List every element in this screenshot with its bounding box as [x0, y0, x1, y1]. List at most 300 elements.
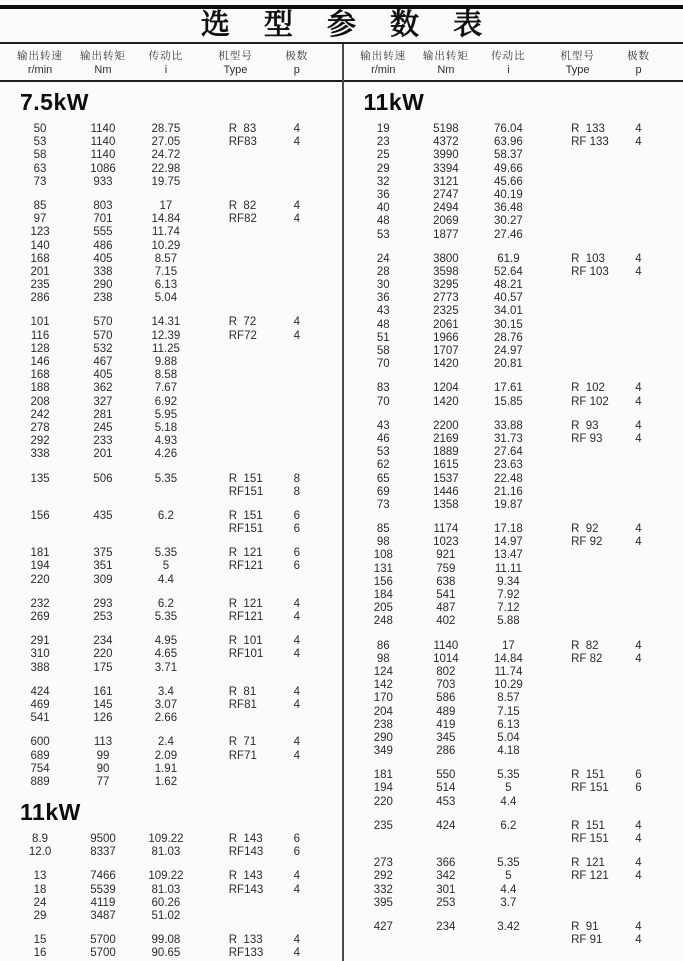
- table-row: [344, 420, 683, 433]
- table-row: [344, 459, 683, 472]
- output-speed-cell: 181: [30, 547, 50, 560]
- table-row: [0, 422, 342, 435]
- table-row: [344, 719, 683, 732]
- output-torque-cell: 489: [436, 705, 456, 718]
- output-speed-cell: 62: [376, 459, 390, 472]
- poles-cell: 4: [635, 857, 642, 870]
- output-speed-cell: 24: [376, 252, 390, 265]
- type-cell: [196, 422, 276, 435]
- ratio-cell: 4.65: [154, 648, 178, 661]
- ratio-cell: 7.15: [497, 705, 520, 718]
- poles-cell: 4: [293, 736, 300, 749]
- output-speed-cell: 349: [373, 745, 393, 758]
- table-row: [0, 776, 342, 789]
- output-speed-cell: 168: [30, 369, 50, 382]
- type-cell: RF133: [228, 947, 264, 960]
- poles-cell: 4: [293, 213, 300, 226]
- output-torque-cell: 351: [93, 560, 113, 573]
- poles-cell: [275, 253, 318, 266]
- output-speed-cell: 142: [373, 679, 393, 692]
- type-cell: [538, 732, 617, 745]
- poles-cell: [617, 292, 660, 305]
- type-cell: [538, 719, 617, 732]
- output-torque-cell: 1140: [90, 123, 116, 135]
- ratio-cell: 99.08: [151, 934, 181, 947]
- column-label: 传动比: [491, 50, 526, 62]
- table-row: [0, 884, 342, 897]
- type-cell: [196, 382, 276, 395]
- poles-cell: [617, 615, 660, 628]
- type-cell: [196, 435, 276, 448]
- output-speed-cell: 46: [376, 432, 390, 445]
- table-row: [344, 473, 683, 486]
- table-row: [344, 433, 683, 446]
- type-cell: [196, 240, 276, 253]
- column-unit: Nm: [437, 64, 455, 76]
- output-torque-cell: 405: [93, 252, 113, 265]
- output-speed-cell: 23: [376, 136, 390, 149]
- type-cell: [538, 473, 617, 486]
- output-torque-cell: 201: [93, 448, 113, 461]
- type-cell: R 143: [228, 833, 263, 846]
- poles-cell: 4: [635, 934, 642, 947]
- table-row: [0, 510, 342, 523]
- output-speed-cell: 30: [376, 279, 390, 292]
- poles-cell: [617, 706, 660, 719]
- ratio-cell: 3.42: [497, 920, 520, 933]
- column-label: 传动比: [148, 50, 184, 62]
- row-group: [344, 820, 683, 846]
- output-torque-cell: 1086: [90, 162, 116, 175]
- poles-cell: 4: [635, 252, 642, 265]
- table-row: [344, 229, 683, 242]
- row-group: [344, 253, 683, 372]
- output-torque-cell: 1420: [433, 395, 459, 408]
- poles-cell: [617, 679, 660, 692]
- table-row: [344, 870, 683, 883]
- output-speed-cell: 338: [30, 448, 50, 461]
- right-table-panel: [342, 44, 683, 961]
- output-torque-cell: 1174: [433, 523, 459, 536]
- output-torque-cell: 2747: [433, 188, 459, 201]
- output-speed-cell: 156: [373, 575, 393, 588]
- output-speed-cell: 70: [376, 395, 390, 408]
- page-title: 选 型 参 数 表: [200, 9, 496, 41]
- ratio-cell: 8.57: [497, 692, 520, 705]
- type-cell: [196, 356, 276, 369]
- poles-cell: 4: [293, 883, 300, 896]
- type-cell: RF143: [228, 846, 264, 859]
- type-cell: R 92: [571, 523, 599, 536]
- output-speed-cell: 13: [33, 870, 47, 883]
- type-cell: R 83: [228, 123, 257, 135]
- row-group: [0, 200, 342, 306]
- ratio-cell: 5.35: [497, 857, 520, 870]
- poles-cell: [275, 422, 318, 435]
- ratio-cell: 5.04: [497, 731, 520, 744]
- poles-cell: [275, 435, 318, 448]
- output-torque-cell: 342: [436, 870, 456, 883]
- ratio-cell: 14.97: [494, 536, 523, 549]
- output-speed-cell: 53: [376, 446, 390, 459]
- output-speed-cell: 194: [30, 560, 50, 573]
- output-speed-cell: 220: [373, 795, 393, 808]
- column-header-2: [136, 48, 196, 76]
- table-row: [344, 615, 683, 628]
- ratio-cell: 14.31: [151, 316, 181, 329]
- output-speed-cell: 205: [373, 602, 393, 615]
- poles-cell: [617, 589, 660, 602]
- poles-cell: 4: [635, 395, 642, 408]
- output-speed-cell: 541: [30, 712, 50, 725]
- type-cell: [538, 589, 617, 602]
- output-speed-cell: 135: [30, 472, 50, 485]
- table-row: [0, 763, 342, 776]
- type-cell: [538, 358, 617, 371]
- ratio-cell: 49.66: [494, 162, 523, 175]
- table-row: [344, 136, 683, 149]
- type-cell: [538, 745, 617, 758]
- type-cell: R 121: [228, 547, 263, 560]
- output-torque-cell: 1877: [433, 228, 459, 241]
- table-row: [0, 598, 342, 611]
- ratio-cell: 2.4: [157, 736, 174, 749]
- poles-cell: [275, 149, 318, 162]
- ratio-cell: 14.84: [494, 652, 523, 665]
- column-unit: p: [293, 64, 300, 76]
- poles-cell: 4: [293, 123, 300, 135]
- type-cell: [196, 369, 276, 382]
- row-group: [344, 857, 683, 910]
- output-speed-cell: 188: [30, 382, 50, 395]
- table-row: [0, 200, 342, 213]
- ratio-cell: 1.62: [154, 775, 178, 788]
- output-speed-cell: 36: [376, 292, 390, 305]
- poles-cell: [275, 662, 318, 675]
- poles-cell: 8: [293, 472, 300, 485]
- column-header-2: [479, 48, 538, 76]
- column-label: 极数: [627, 50, 650, 62]
- type-cell: [196, 292, 276, 305]
- poles-cell: 6: [293, 547, 300, 560]
- ratio-cell: 6.2: [157, 509, 174, 522]
- poles-cell: [617, 319, 660, 332]
- output-speed-cell: 48: [376, 318, 390, 331]
- output-torque-cell: 126: [93, 712, 113, 725]
- table-row: [344, 215, 683, 228]
- ratio-cell: 20.81: [494, 358, 523, 371]
- table-row: [0, 435, 342, 448]
- output-speed-cell: 83: [376, 382, 390, 395]
- table-row: [0, 149, 342, 162]
- table-row: [0, 947, 342, 960]
- ratio-cell: 4.93: [154, 435, 178, 448]
- type-cell: RF 92: [571, 536, 603, 549]
- ratio-cell: 12.39: [151, 329, 181, 342]
- poles-cell: [617, 279, 660, 292]
- poles-cell: 4: [635, 123, 642, 135]
- output-torque-cell: 7466: [90, 870, 116, 883]
- output-speed-cell: 170: [373, 692, 393, 705]
- table-row: [344, 576, 683, 589]
- output-torque-cell: 703: [436, 679, 456, 692]
- row-group: [0, 510, 342, 536]
- output-torque-cell: 338: [93, 265, 113, 278]
- poles-cell: [275, 396, 318, 409]
- type-cell: [538, 149, 617, 162]
- output-torque-cell: 2494: [433, 202, 459, 215]
- ratio-cell: 17: [502, 639, 515, 652]
- ratio-cell: 7.12: [497, 602, 520, 615]
- type-cell: [196, 163, 276, 176]
- row-group: [344, 640, 683, 759]
- table-row: [344, 266, 683, 279]
- type-cell: RF101: [228, 648, 264, 661]
- row-group: [0, 123, 342, 189]
- table-row: [344, 499, 683, 512]
- table-row: [344, 149, 683, 162]
- output-torque-cell: 286: [436, 745, 456, 758]
- ratio-cell: 7.92: [497, 589, 520, 601]
- output-speed-cell: 86: [376, 639, 390, 652]
- table-row: [344, 640, 683, 653]
- output-torque-cell: 541: [436, 589, 456, 601]
- table-row: [344, 123, 683, 136]
- output-torque-cell: 933: [93, 175, 113, 188]
- type-cell: [538, 176, 617, 189]
- ratio-cell: 17: [159, 199, 173, 212]
- output-speed-cell: 232: [30, 597, 50, 610]
- poles-cell: 4: [293, 136, 300, 149]
- column-header-4: [275, 48, 318, 76]
- output-torque-cell: 4372: [433, 136, 459, 149]
- column-header-0: [354, 48, 413, 76]
- output-speed-cell: 427: [373, 920, 393, 933]
- poles-cell: [275, 712, 318, 725]
- output-speed-cell: 292: [373, 870, 393, 883]
- output-speed-cell: 168: [30, 252, 50, 265]
- table-row: [0, 123, 342, 136]
- poles-cell: [617, 358, 660, 371]
- type-cell: [196, 176, 276, 189]
- output-torque-cell: 405: [93, 369, 113, 382]
- poles-cell: [617, 332, 660, 345]
- table-row: [344, 279, 683, 292]
- ratio-cell: 17.61: [494, 382, 523, 395]
- ratio-cell: 3.07: [154, 698, 178, 711]
- output-torque-cell: 570: [93, 329, 113, 342]
- poles-cell: [617, 576, 660, 589]
- output-torque-cell: 233: [93, 435, 113, 448]
- ratio-cell: 5.35: [497, 769, 520, 782]
- output-torque-cell: 921: [436, 549, 456, 562]
- output-torque-cell: 345: [436, 731, 456, 744]
- table-row: [344, 176, 683, 189]
- poles-cell: 4: [635, 870, 642, 883]
- output-torque-cell: 301: [436, 883, 456, 896]
- poles-cell: 4: [293, 648, 300, 661]
- output-speed-cell: 220: [30, 573, 50, 586]
- type-cell: [538, 679, 617, 692]
- output-speed-cell: 235: [373, 819, 393, 832]
- power-section-heading: 11kW: [20, 799, 81, 826]
- type-cell: [538, 279, 617, 292]
- output-speed-cell: 292: [30, 435, 50, 448]
- output-speed-cell: 53: [376, 228, 390, 241]
- output-speed-cell: 73: [33, 175, 47, 188]
- ratio-cell: 40.57: [494, 292, 523, 305]
- output-speed-cell: 63: [33, 162, 47, 175]
- ratio-cell: 5.35: [154, 547, 178, 560]
- ratio-cell: 13.47: [494, 549, 523, 562]
- type-cell: [538, 602, 617, 615]
- output-speed-cell: 8.9: [32, 833, 49, 846]
- output-speed-cell: 128: [30, 342, 50, 355]
- type-cell: RF 151: [571, 833, 609, 845]
- output-torque-cell: 145: [93, 698, 113, 711]
- table-row: [344, 782, 683, 795]
- ratio-cell: 30.15: [494, 318, 523, 331]
- poles-cell: 4: [293, 870, 300, 883]
- poles-cell: [275, 369, 318, 382]
- output-torque-cell: 5198: [433, 123, 459, 135]
- type-cell: R 81: [228, 685, 257, 698]
- type-cell: R 82: [228, 199, 257, 212]
- poles-cell: 4: [635, 652, 642, 665]
- column-unit: i: [507, 64, 510, 76]
- output-torque-cell: 802: [436, 665, 456, 678]
- table-row: [0, 279, 342, 292]
- ratio-cell: 11.25: [151, 342, 180, 355]
- column-header-row: [0, 44, 342, 82]
- type-cell: [196, 574, 276, 587]
- table-row: [0, 409, 342, 422]
- table-row: [344, 536, 683, 549]
- poles-cell: 8: [293, 485, 300, 498]
- output-torque-cell: 638: [436, 575, 456, 588]
- output-torque-cell: 309: [93, 573, 113, 586]
- poles-cell: [275, 356, 318, 369]
- output-torque-cell: 293: [93, 597, 113, 610]
- poles-cell: 4: [293, 698, 300, 711]
- output-torque-cell: 327: [93, 395, 113, 408]
- poles-cell: [617, 602, 660, 615]
- ratio-cell: 5: [505, 870, 512, 883]
- table-row: [344, 305, 683, 318]
- table-row: [0, 369, 342, 382]
- output-torque-cell: 514: [436, 782, 456, 795]
- table-row: [0, 662, 342, 675]
- table-row: [344, 292, 683, 305]
- poles-cell: [617, 229, 660, 242]
- output-torque-cell: 3394: [433, 162, 459, 175]
- poles-cell: [275, 279, 318, 292]
- poles-cell: 6: [635, 769, 642, 782]
- ratio-cell: 3.4: [157, 685, 174, 698]
- poles-cell: [617, 499, 660, 512]
- output-torque-cell: 1615: [433, 459, 459, 472]
- table-row: [344, 921, 683, 934]
- poles-cell: [617, 549, 660, 562]
- ratio-cell: 21.16: [494, 485, 523, 498]
- table-row: [0, 611, 342, 624]
- output-torque-cell: 586: [436, 692, 456, 705]
- ratio-cell: 10.29: [151, 239, 181, 252]
- row-group: [0, 598, 342, 624]
- ratio-cell: 4.18: [497, 745, 520, 758]
- output-speed-cell: 65: [376, 472, 390, 485]
- type-cell: [538, 666, 617, 679]
- output-speed-cell: 25: [376, 149, 390, 162]
- type-cell: RF143: [228, 883, 264, 896]
- output-speed-cell: 70: [376, 358, 390, 371]
- ratio-cell: 1.91: [154, 762, 178, 775]
- ratio-cell: 11.74: [494, 665, 523, 678]
- ratio-cell: 5: [505, 782, 512, 795]
- table-row: [344, 563, 683, 576]
- table-row: [344, 396, 683, 409]
- output-speed-cell: 98: [376, 536, 390, 549]
- poles-cell: 4: [293, 635, 300, 648]
- column-unit: Type: [223, 64, 248, 76]
- output-torque-cell: 1204: [433, 382, 459, 395]
- column-header-1: [413, 48, 479, 76]
- output-speed-cell: 388: [30, 661, 50, 674]
- output-speed-cell: 19: [376, 123, 390, 135]
- output-torque-cell: 9500: [90, 833, 116, 846]
- ratio-cell: 5.95: [154, 408, 178, 421]
- poles-cell: 4: [293, 597, 300, 610]
- type-cell: [538, 692, 617, 705]
- ratio-cell: 109.22: [148, 833, 184, 846]
- type-cell: RF 93: [571, 432, 603, 445]
- ratio-cell: 11.11: [494, 562, 522, 575]
- type-cell: [538, 884, 617, 897]
- type-cell: [538, 446, 617, 459]
- type-cell: [538, 615, 617, 628]
- type-cell: RF151: [228, 523, 264, 536]
- ratio-cell: 3.7: [500, 896, 517, 909]
- ratio-cell: 3.71: [154, 661, 178, 674]
- output-speed-cell: 36: [376, 188, 390, 201]
- poles-cell: 4: [635, 536, 642, 549]
- ratio-cell: 81.03: [151, 883, 181, 896]
- power-section-heading: 11kW: [363, 89, 425, 115]
- type-cell: [538, 305, 617, 318]
- poles-cell: [617, 176, 660, 189]
- table-row: [0, 163, 342, 176]
- row-group: [344, 382, 683, 408]
- output-torque-cell: 1014: [433, 652, 459, 665]
- ratio-cell: 10.29: [494, 679, 523, 692]
- ratio-cell: 8.58: [154, 369, 178, 382]
- output-speed-cell: 242: [30, 408, 50, 421]
- output-torque-cell: 701: [93, 213, 113, 226]
- output-torque-cell: 281: [93, 408, 113, 421]
- table-row: [344, 602, 683, 615]
- table-row: [344, 202, 683, 215]
- output-speed-cell: 29: [376, 162, 390, 175]
- poles-cell: 4: [293, 947, 300, 960]
- column-label: 机型号: [218, 50, 253, 62]
- poles-cell: [275, 240, 318, 253]
- row-group: [344, 523, 683, 629]
- ratio-cell: 15.85: [494, 395, 523, 408]
- ratio-cell: 4.4: [157, 573, 174, 586]
- poles-cell: [275, 343, 318, 356]
- ratio-cell: 6.2: [500, 819, 517, 832]
- poles-cell: [617, 666, 660, 679]
